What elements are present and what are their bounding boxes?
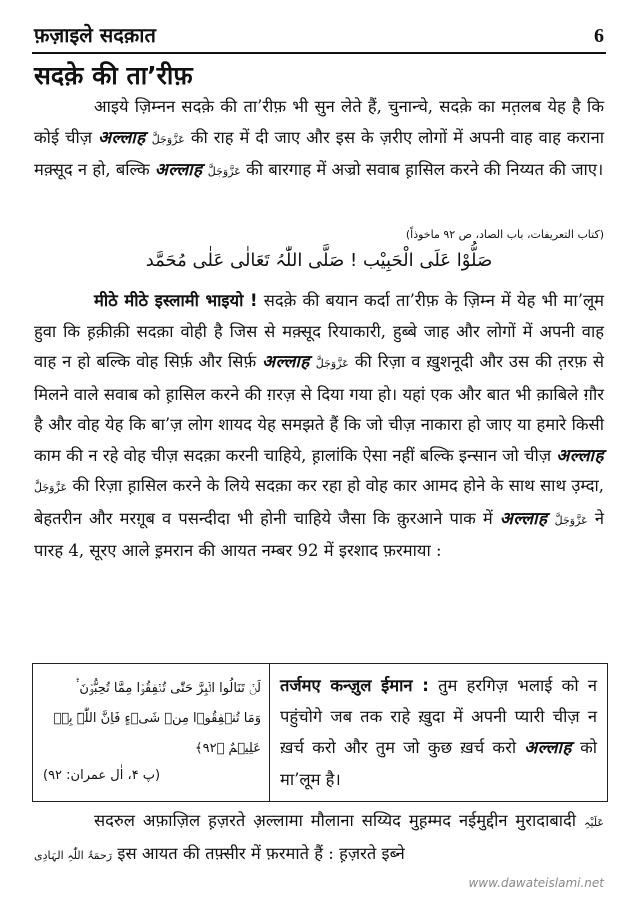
para2-text-4: ने पारह 4, सूरए आले इ़मरान की आयत नम्बर 92 में इरशाद फ़रमाया :	[34, 508, 604, 560]
header-rule	[32, 52, 606, 54]
allah-name: अल्लाह	[262, 352, 310, 372]
allah-name: अल्लाह	[154, 160, 203, 180]
azza-wa-jalla: عَزَّوَجَلَّ	[207, 165, 241, 178]
para3-text-1: सदरुल अफ़ाज़िल ह़ज़रते अ़ल्लामा मौलाना सय्यिद मुह़म्मद नईमुद्दीन मुरादाबादी	[94, 811, 577, 830]
source-reference: (کتاب التعریفات، باب الصاد، ص ۹۲ ماخوذاً)	[405, 228, 604, 241]
rahmatullah-alaih: عَلَیْہِ رَحمَۃُ اللّٰہِ الہَادِی	[34, 816, 604, 862]
allah-name: अल्लाह	[98, 127, 146, 148]
paragraph-2	[34, 286, 604, 567]
arabic-verse	[33, 664, 269, 764]
allah-name: अल्लाह	[499, 508, 548, 529]
para2-lead: मीठे मीठे इस्लामी भाइयो !	[94, 291, 258, 310]
paragraph-3	[34, 806, 604, 871]
para1-text-1: आइये ज़िम्नन सदक़े की ता’रीफ़ भी सुन लेते हैं, चुनान्चे, सदक़े का मत़लब येह है कि कोई चीज़	[34, 97, 604, 147]
verse-line-2: وَمَا تُنۡفِقُوۡا مِنۡ شَیۡءٍ فَاِنَّ اللّٰہَ بِہٖ عَلِیۡمٌ ﴿۹۲﴾	[53, 711, 261, 756]
arabic-verse-panel	[33, 664, 270, 801]
para2-text-2: की रिज़ा व ख़ुशनूदी और उस की त़रफ़ से मिलने वाले सवाब को ह़ासिल करने की ग़रज़ से दिया गया हो। यहां एक और बात भी क़ाबिले ग़ौर है और वोह येह कि बा’ज़ लोग शायद येह समझते हैं कि जो चीज़ नाकारा हो जाए या हमारे किसी काम की न रहे वोह चीज़ सदक़ा करनी चाहिये, ह़ालांकि ऐसा नहीं बल्कि इन्सान जो चीज़	[34, 352, 605, 465]
azza-wa-jalla: عَزَّوَجَلَّ	[315, 357, 349, 370]
translation-panel	[270, 664, 607, 801]
azza-wa-jalla: عَزَّوَجَلَّ	[151, 132, 185, 146]
salawat: صَلُّوْا عَلَی الْحَبِیْب ! صَلَّی اللّٰہُ تَعَالٰی عَلٰی مُحَمَّد	[145, 250, 493, 271]
allah-name: अल्लाह	[556, 445, 604, 466]
translation-lead: तर्जमए कन्ज़ुल ईमान :	[280, 676, 429, 695]
azza-wa-jalla: عَزَّوَجَلَّ	[554, 513, 588, 527]
para1-text-3: की बारगाह में अज्रो सवाब ह़ासिल करने की निय्यत की जाए।	[246, 160, 604, 179]
book-title: फ़ज़ाइले सदक़ात	[34, 23, 156, 47]
page-header	[34, 18, 604, 48]
website-footer: www.dawateislami.net	[468, 876, 604, 890]
section-title: सदक़े की ता’रीफ़	[34, 61, 193, 90]
azza-wa-jalla: عَزَّوَجَلَّ	[34, 481, 68, 494]
allah-name: अल्लाह	[524, 738, 572, 758]
para3-text-2: इस आयत की तफ़्सीर में फ़रमाते हैं : ह़ज़रते इब्ने	[117, 843, 405, 863]
para2-text-3: की रिज़ा ह़ासिल करने के लिये सदक़ा कर रहा हो वोह कार आमद होने के साथ साथ उ़म्दा, बेहतरीन और मरग़ूब व पसन्दीदा भी होनी चाहिये जैसा कि क़ुरआने पाक में	[34, 476, 605, 528]
verse-line-1: لَنۡ تَنَالُوا الۡبِرَّ حَتّٰی تُنۡفِقُوۡا مِمَّا تُحِبُّوۡنَ ۬ؕ	[76, 681, 261, 696]
translation-text-1: तुम हरगिज़ भलाई को न पहुंचोगे जब तक राहे ख़ुदा में अपनी प्यारी चीज़ न ख़र्च करो और तुम जो कुछ ख़र्च करो	[280, 676, 597, 757]
translation-text-2: को मा’लूम है।	[280, 738, 598, 789]
quran-verse-box	[32, 663, 608, 802]
page-number: 6	[594, 25, 604, 47]
para2-text-1: सदक़े की बयान कर्दा ता’रीफ़ के ज़िम्न में येह भी मा’लूम हुवा कि ह़क़ीक़ी सदक़ा वोही है जिस से मक़्सूद रियाकारी, हुब्बे जाह और लोगों में अपनी वाह वाह न हो बल्कि वोह सिर्फ़ और सिर्फ़	[34, 291, 604, 371]
paragraph-1	[34, 92, 604, 188]
para1-text-2: की राह में दी जाए और इस के ज़रीए लोगों में अपनी वाह वाह कराना मक़्सूद न हो, बल्कि	[34, 127, 604, 179]
verse-reference: (پ ۴، اٰل عمران: ۹۲)	[43, 768, 161, 783]
